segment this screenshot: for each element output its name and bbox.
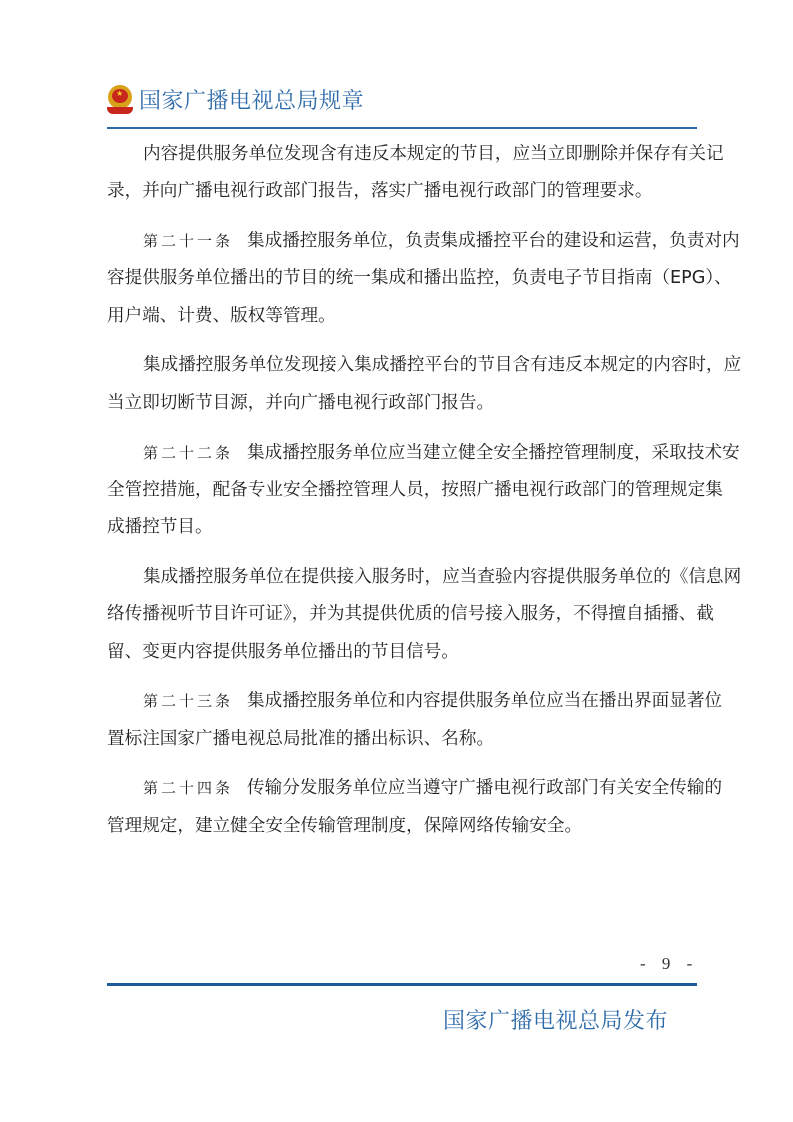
text-line [107,352,742,389]
line-text: 管理规定，建立健全安全传输管理制度，保障网络传输安全。 [107,815,583,836]
article-number: 第二十一条 [143,232,234,251]
text-line [107,639,700,676]
line-text: 容提供服务单位播出的节目的统一集成和播出监控，负责电子节目指南（EPG）、 [107,268,732,289]
article-paragraph [107,440,740,552]
text-line [107,265,732,302]
footer-publisher: 国家广播电视总局发布 [443,1009,669,1034]
line-text: 传输分发服务单位应当遵守广播电视行政部门有关安全传输的 [247,778,723,799]
text-line [107,514,700,551]
article-paragraph [107,688,723,763]
line-text: 录，并向广播电视行政部门报告，落实广播电视行政部门的管理要求。 [107,181,653,202]
text-line [107,477,723,514]
text-line [107,390,700,427]
document-body [107,141,742,863]
text-line [107,813,700,850]
text-line [107,775,723,812]
text-line [107,178,700,215]
article-number: 第二十四条 [143,779,234,798]
article-paragraph [107,775,723,850]
line-text: 当立即切断节目源，并向广播电视行政部门报告。 [107,392,495,413]
text-line [107,601,714,638]
national-emblem-icon: ★ [107,85,133,115]
line-text: 成播控节目。 [107,517,213,538]
line-text: 集成播控服务单位和内容提供服务单位应当在播出界面显著位 [247,691,723,712]
line-text: 用户端、计费、版权等管理。 [107,305,336,326]
paragraph [107,564,742,676]
line-text: 集成播控服务单位在提供接入服务时，应当查验内容提供服务单位的《信息网 [143,566,742,587]
line-text: 络传播视听节目许可证》，并为其提供优质的信号接入服务，不得擅自插播、截 [107,604,714,625]
line-text: 内容提供服务单位发现含有违反本规定的节目，应当立即删除并保存有关记 [143,144,724,164]
article-number: 第二十三条 [143,692,234,711]
article-number: 第二十二条 [143,443,234,462]
page-number: - 9 - [640,954,699,973]
line-text: 集成播控服务单位，负责集成播控平台的建设和运营，负责对内 [247,231,740,252]
document-header [107,84,364,115]
paragraph [107,141,724,216]
line-text: 集成播控服务单位应当建立健全安全播控管理制度，采取技术安 [247,442,740,463]
line-text: 置标注国家广播电视总局批准的播出标识、名称。 [107,728,495,749]
paragraph [107,352,742,427]
line-text: 留、变更内容提供服务单位播出的节目信号。 [107,641,459,662]
text-line [107,141,724,178]
text-line [107,564,742,601]
line-text: 集成播控服务单位发现接入集成播控平台的节目含有违反本规定的内容时，应 [143,355,742,376]
article-paragraph [107,228,740,340]
header-title: 国家广播电视总局规章 [139,89,365,114]
footer-divider [107,983,697,986]
header-divider [107,127,697,129]
text-line [107,688,723,725]
text-line [107,726,700,763]
text-line [107,440,740,477]
text-line [107,303,700,340]
text-line [107,228,740,265]
line-text: 全管控措施，配备专业安全播控管理人员，按照广播电视行政部门的管理规定集 [107,479,723,500]
